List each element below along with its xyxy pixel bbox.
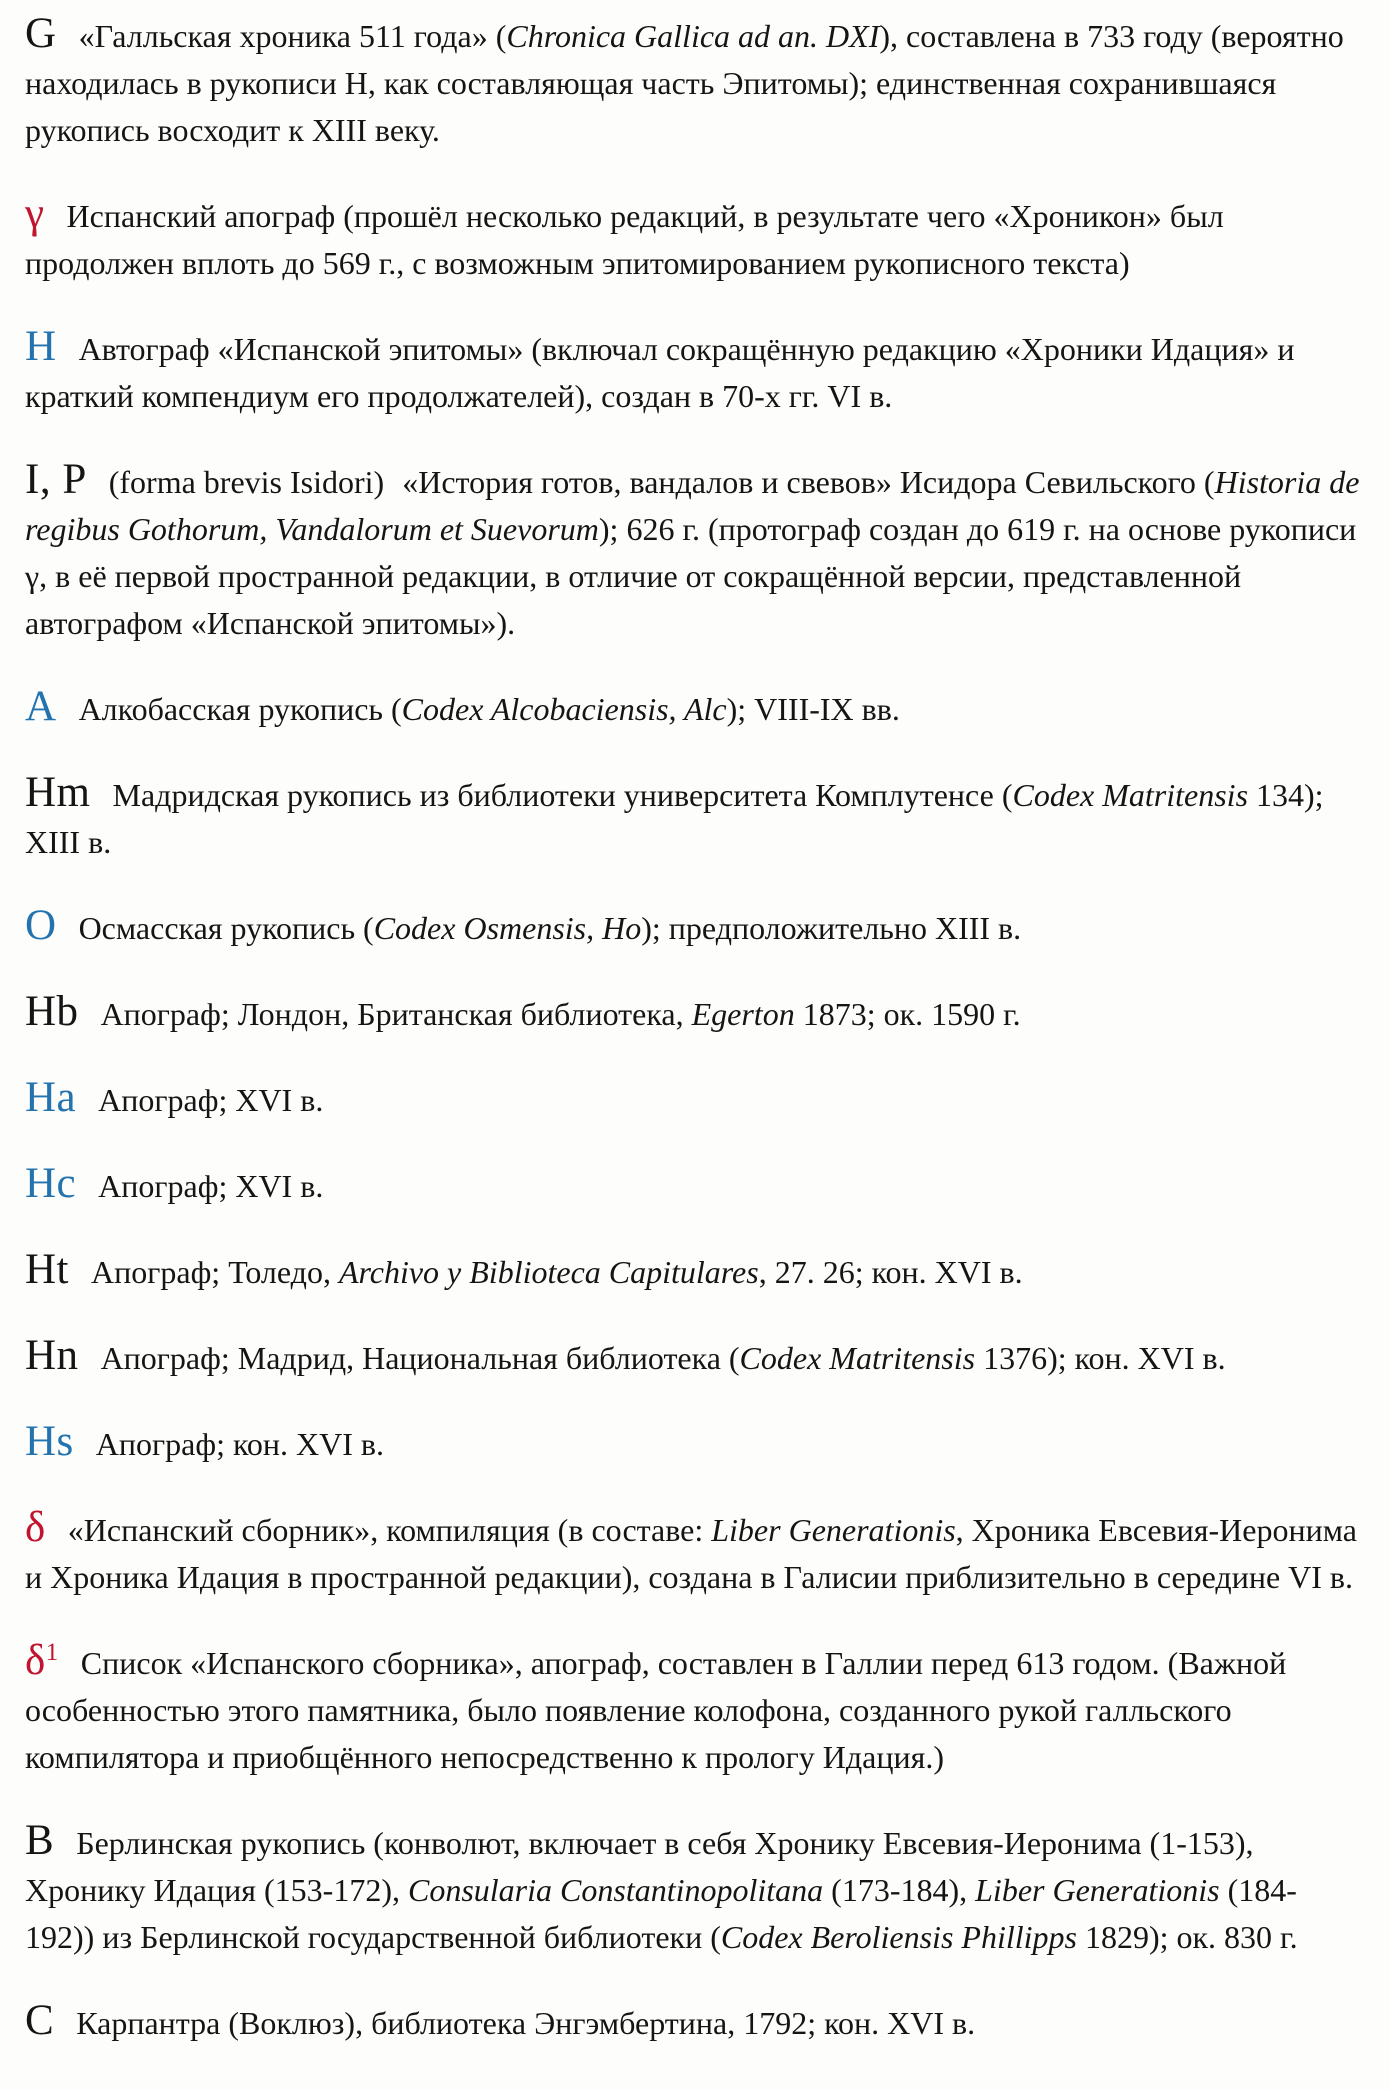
sigla-Hc: Hc: [25, 1160, 77, 1207]
entry-B: [25, 1817, 1364, 1961]
sigla-superscript: 1: [45, 1639, 59, 1666]
description-text: Список «Испанского сборника», апограф, составлен в Галлии перед 613 годом. (Важной особенностью этого памятника, было появление колофона, созданного рукой галльского компилятора и приобщённого непосредственно к прологу Идация.): [25, 1645, 1287, 1775]
description-text: Испанский апограф (прошёл несколько редакций, в результате чего «Хроникон» был продолжен вплоть до 569 г., с возможным эпитомированием рукописного текста): [25, 198, 1224, 281]
latin-italic-text: Chronica Gallica ad an. DXI: [506, 18, 880, 54]
description-text: 134); XIII в.: [25, 777, 1324, 860]
description-text: 1873; ок. 1590 г.: [794, 996, 1021, 1032]
latin-italic-text: Consularia Constantinopolitana: [407, 1872, 824, 1908]
sigla-delta1: $\delta^1$: [25, 1637, 59, 1684]
description-text: ), составлена в 733 году (вероятно находилась в рукописи H, как составляющая часть Эпитомы); единственная сохранившаяся рукопись восходит к XIII веку.: [25, 18, 1344, 148]
sigla-Hb: Hb: [25, 988, 79, 1035]
latin-italic-text: Egerton: [691, 996, 795, 1032]
entry-G: [25, 10, 1364, 154]
description-text: Апограф; кон. XVI в.: [95, 1426, 385, 1462]
latin-italic-text: Codex Matritensis: [1012, 777, 1249, 813]
description-text: (184-192)) из Берлинской государственной библиотеки (: [25, 1872, 1297, 1955]
description-text: Алкобасская рукопись (: [78, 691, 402, 727]
sigla-A: A: [25, 683, 57, 730]
description-text: Апограф; Мадрид, Национальная библиотека (: [100, 1340, 740, 1376]
description-text: Осмасская рукопись (: [78, 910, 374, 946]
description-text: Карпантра (Воклюз), библиотека Энгэмбертина, 1792; кон. XVI в.: [76, 2005, 976, 2041]
description-text: Апограф; XVI в.: [98, 1168, 324, 1204]
sigla-G: G: [25, 10, 57, 57]
latin-italic-text: Codex Osmensis, Ho: [373, 910, 642, 946]
sigla-O: O: [25, 902, 57, 949]
description-text: 1376); кон. XVI в.: [975, 1340, 1226, 1376]
entry-delta: [25, 1504, 1364, 1601]
sigla-suffix-IP: (forma brevis Isidori): [108, 464, 385, 500]
entry-Ht: [25, 1246, 1364, 1296]
latin-italic-text: Codex Beroliensis Phillipps: [720, 1919, 1077, 1955]
description-text: 1829); ок. 830 г.: [1076, 1919, 1298, 1955]
latin-italic-text: Codex Alcobaciensis, Alc: [401, 691, 727, 727]
description-text: Автограф «Испанской эпитомы» (включал сокращённую редакцию «Хроники Идация» и краткий компендиум его продолжателей), создан в 70-х гг. VI в.: [25, 331, 1295, 414]
entry-IP: [25, 456, 1364, 647]
entry-O: [25, 902, 1364, 952]
sigla-Ha: Ha: [25, 1074, 77, 1121]
entry-Hs: [25, 1418, 1364, 1468]
latin-italic-text: Archivo y Biblioteca Capitulares: [338, 1254, 759, 1290]
description-text: , 27. 26; кон. XVI в.: [758, 1254, 1023, 1290]
sigla-Hn: Hn: [25, 1332, 79, 1379]
entry-H: [25, 323, 1364, 420]
sigla-IP: I, P: [25, 456, 87, 503]
description-text: Апограф; Лондон, Британская библиотека,: [100, 996, 692, 1032]
description-text: «Испанский сборник», компиляция (в составе:: [67, 1512, 712, 1548]
sigla-C: C: [25, 1997, 55, 2044]
description-text: (173-184),: [823, 1872, 976, 1908]
description-text: «Галльская хроника 511 года» (: [78, 18, 507, 54]
description-text: «История готов, вандалов и свевов» Исидора Севильского (: [402, 464, 1215, 500]
description-text: ); 626 г. (протограф создан до 619 г. на основе рукописи γ, в её первой пространной редакции, в отличие от сокращённой версии, представленной автографом «Испанской эпитомы»).: [25, 511, 1357, 641]
entries-list: [25, 10, 1364, 2047]
manuscript-sigla-page: [25, 10, 1364, 2047]
entry-Hn: [25, 1332, 1364, 1382]
description-text: Мадридская рукопись из библиотеки университета Комплутенсе (: [112, 777, 1013, 813]
entry-Ha: [25, 1074, 1364, 1124]
description-text: ); предположительно XIII в.: [641, 910, 1022, 946]
description-text: ); VIII-IX вв.: [726, 691, 900, 727]
entry-Hc: [25, 1160, 1364, 1210]
description-text: Берлинская рукопись (конволют, включает в себя Хронику Евсевия-Иеронима (1-153), Хронику Идация (153-172),: [25, 1825, 1254, 1908]
latin-italic-text: Liber Generationis: [975, 1872, 1220, 1908]
description-text: Апограф; Толедо,: [91, 1254, 339, 1290]
entry-delta1: [25, 1637, 1364, 1781]
latin-italic-text: Codex Matritensis: [739, 1340, 976, 1376]
latin-italic-text: Liber Generationis: [711, 1512, 956, 1548]
entry-C: [25, 1997, 1364, 2047]
description-text: Апограф; XVI в.: [98, 1082, 324, 1118]
sigla-Ht: Ht: [25, 1246, 69, 1293]
entry-gamma: [25, 190, 1364, 287]
description-text: , Хроника Евсевия-Иеронима и Хроника Идация в пространной редакции), создана в Галисии приблизительно в середине VI в.: [25, 1512, 1357, 1595]
latin-italic-text: Historia de regibus Gothorum, Vandalorum et Suevorum: [25, 464, 1360, 547]
sigla-H: H: [25, 323, 57, 370]
sigla-gamma: γ: [25, 190, 45, 237]
sigla-B: B: [25, 1817, 55, 1864]
entry-Hb: [25, 988, 1364, 1038]
sigla-Hm: Hm: [25, 769, 91, 816]
sigla-Hs: Hs: [25, 1418, 74, 1465]
sigla-delta: δ: [25, 1504, 46, 1551]
entry-A: [25, 683, 1364, 733]
entry-Hm: [25, 769, 1364, 866]
